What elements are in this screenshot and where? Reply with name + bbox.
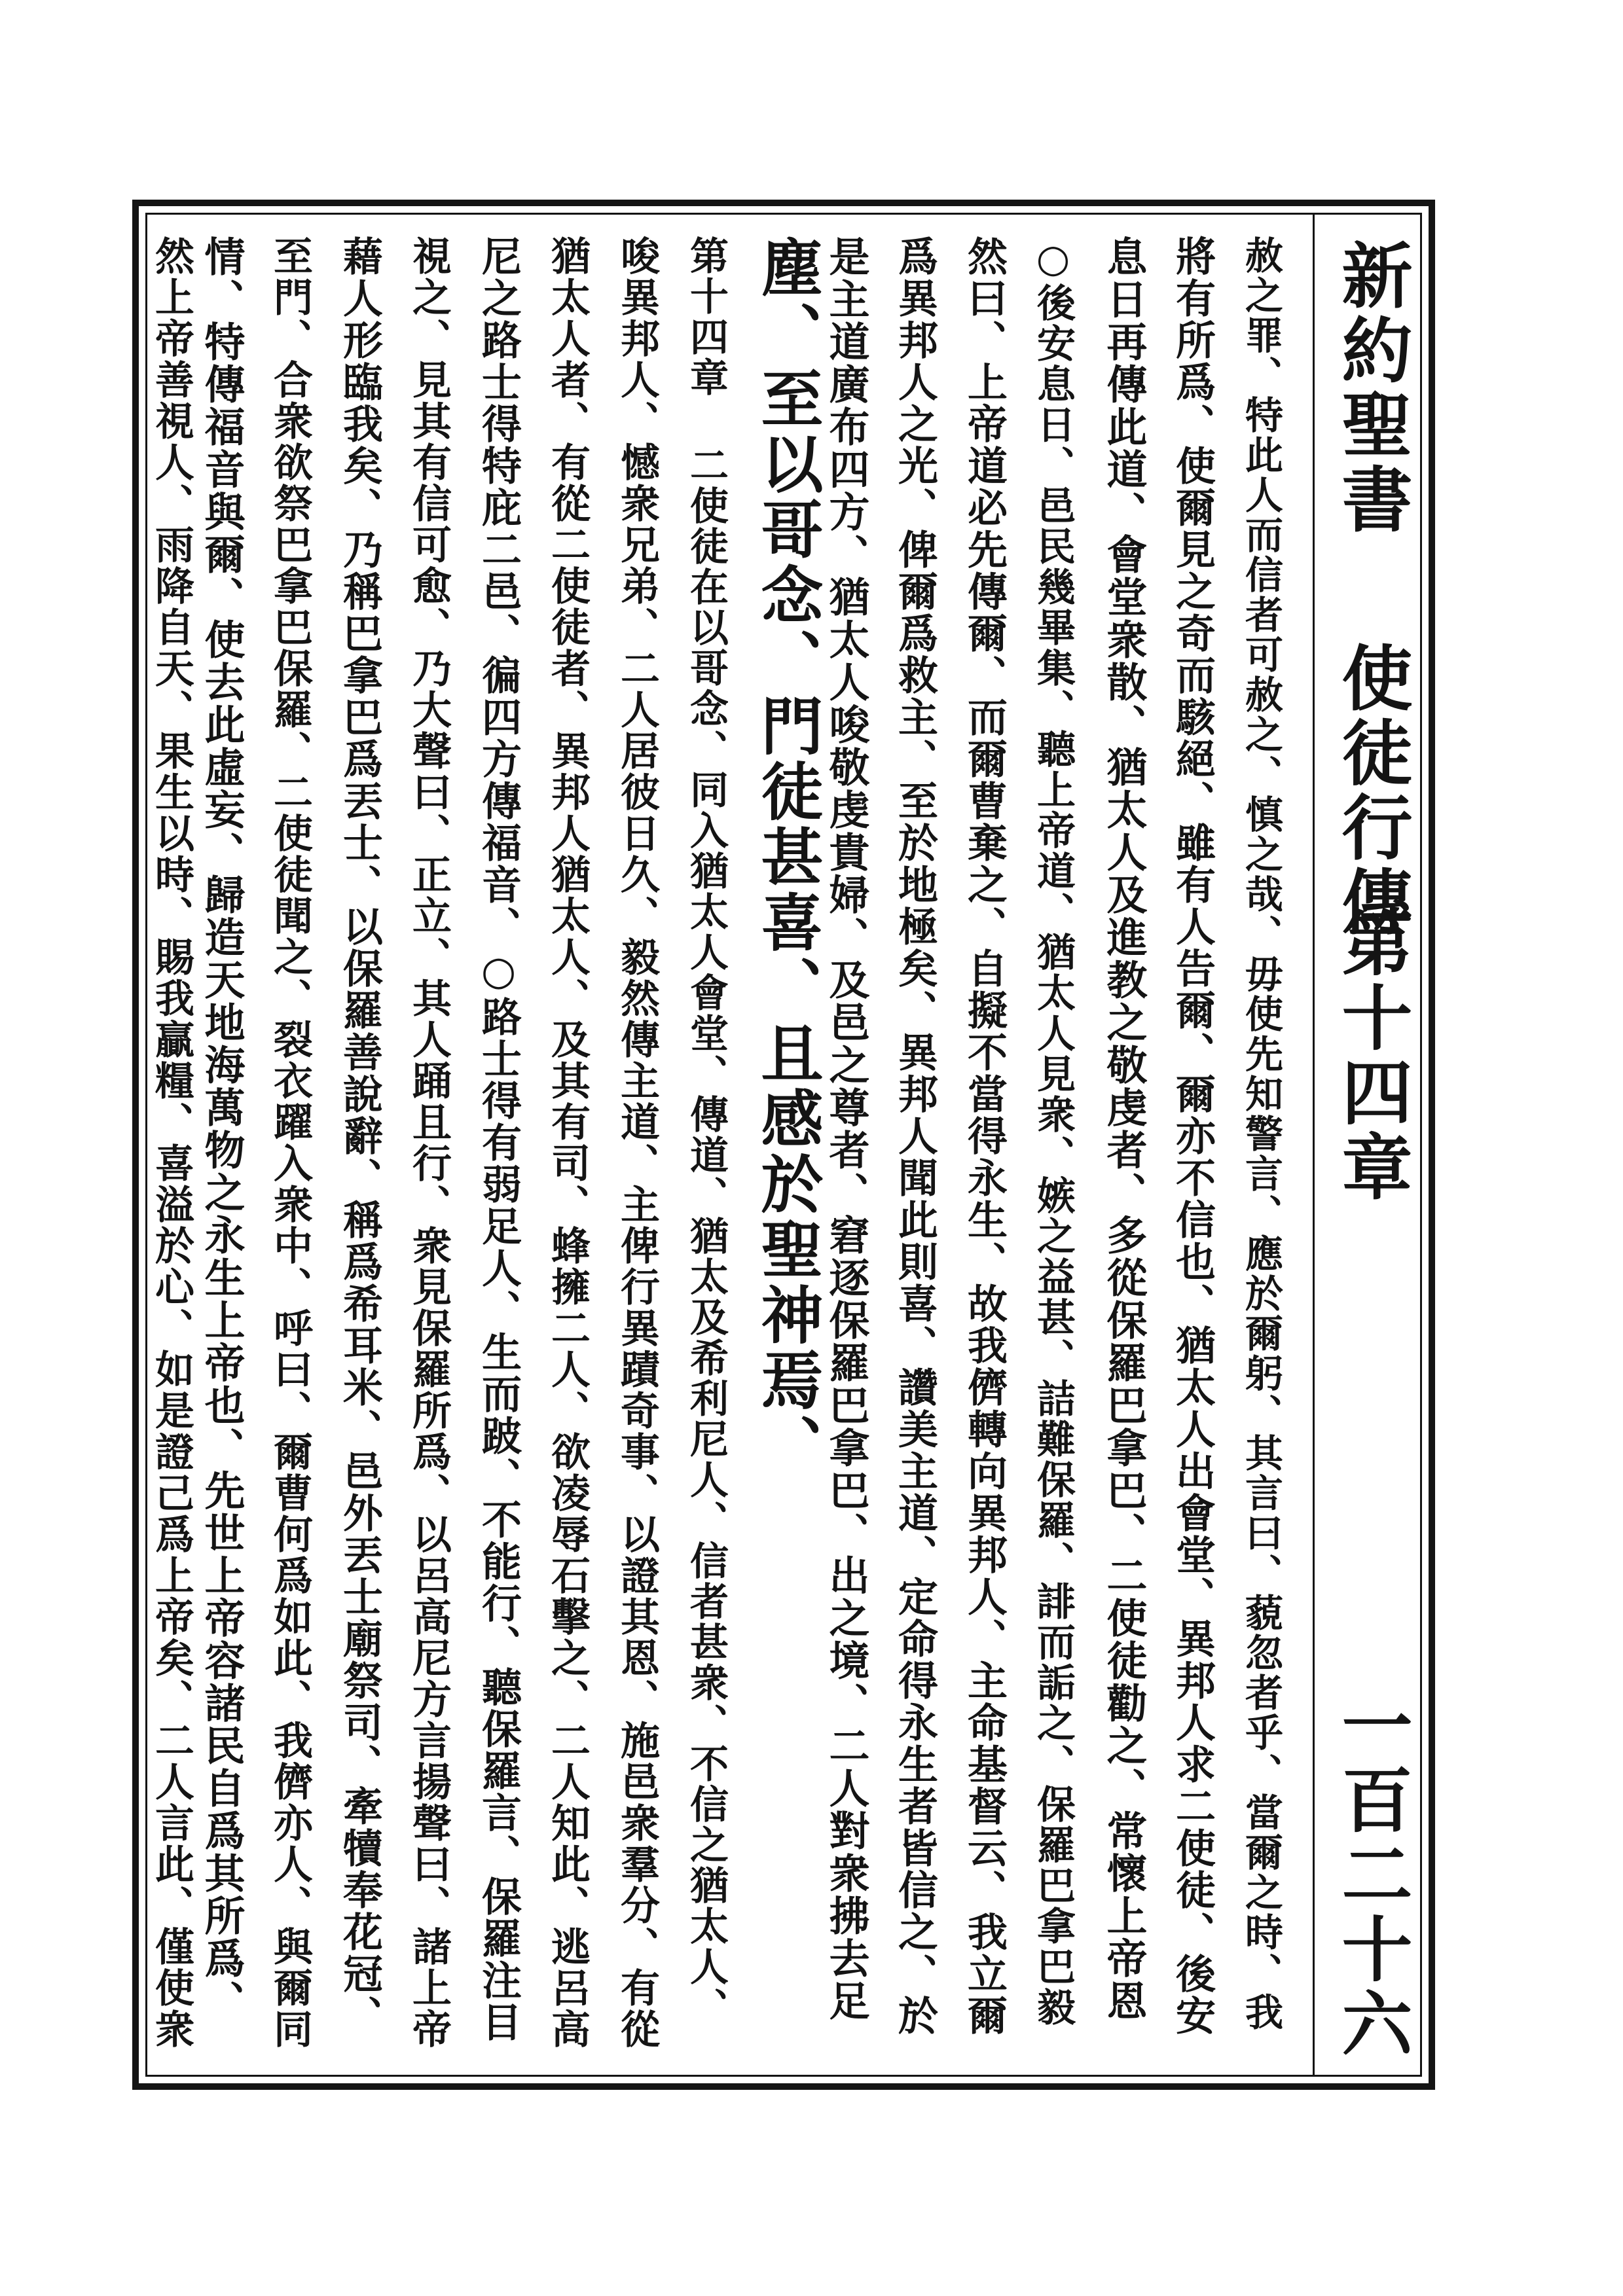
section-title: 使徒行傳	[1330, 641, 1412, 940]
text-column: 然上帝善視人、雨降自天、果生以時、賜我贏糧、喜溢於心、如是證己爲上帝矣、二人言此、僅使衆	[149, 236, 194, 2050]
book-title: 新約聖書	[1330, 239, 1412, 537]
text-column: 是主道廣布四方、猶太人唆敬虔貴婦、及邑之尊者、窘逐保羅巴拿巴、出之境、二人對衆拂去足	[822, 236, 870, 2022]
text-column: 然曰、上帝道必先傳爾、而爾曹棄之、自擬不當得永生、故我儕轉向異邦人、主命基督云、我立爾	[961, 236, 1008, 2037]
header-divider	[1313, 213, 1315, 2077]
chapter-heading: 第十四章	[1330, 906, 1412, 1205]
text-column: 塵、至以哥念、門徒甚喜、且感於聖神焉、	[751, 236, 824, 1479]
text-column: 視之、見其有信可愈、乃大聲曰、正立、其人踊且行、衆見保羅所爲、以呂高尼方言揚聲曰、諸上帝	[406, 236, 452, 2050]
text-column: 息日再傳此道、會堂衆散、猶太人及進教之敬虔者、多從保羅巴拿巴、二使徒勸之、常懷上帝恩	[1100, 236, 1148, 2022]
text-column: 唆異邦人、憾衆兄弟、二人居彼日久、毅然傳主道、主俾行異蹟奇事、以證其恩、施邑衆羣分、有從	[614, 236, 660, 2050]
text-column: 第十四章 二使徒在以哥念、同入猶太人會堂、傳道、猶太及希利尼人、信者甚衆、不信之猶太人、	[684, 236, 729, 2028]
page-number: 一百二十六	[1330, 1689, 1412, 2062]
text-column: 情、特傳福音與爾、使去此虛妄、歸造天地海萬物之永生上帝也、先世上帝容諸民自爲其所爲、	[198, 236, 246, 2022]
text-column: 赦之罪、特此人而信者可赦之、慎之哉、毋使先知警言、應於爾躬、其言曰、藐忽者乎、當爾之時、我	[1239, 236, 1283, 2032]
text-column: 爲異邦人之光、俾爾爲救主、至於地極矣、異邦人聞此則喜、讚美主道、定命得永生者皆信之、於	[892, 236, 938, 2037]
text-column: ○後安息日、邑民幾畢集、聽上帝道、猶太人見衆、嫉之益甚、詰難保羅、誹而詬之、保羅巴拿巴毅	[1030, 236, 1076, 2028]
text-column: 藉人形臨我矣、乃稱巴拿巴爲丟士、以保羅善說辭、稱爲希耳米、邑外丟士廟祭司、牽犢奉花冠、	[337, 236, 383, 2037]
text-column: 尼之路士得特庇二邑、徧四方傳福音、○路士得有弱足人、生而跛、不能行、聽保羅言、保羅注目	[475, 236, 522, 2043]
text-column: 將有所爲、使爾見之奇而駭絕、雖有人告爾、爾亦不信也、猶太人出會堂、異邦人求二使徒、後安	[1169, 236, 1216, 2037]
text-column: 至門、合衆欲祭巴拿巴保羅、二使徒聞之、裂衣躍入衆中、呼曰、爾曹何爲如此、我儕亦人、與爾同	[267, 236, 313, 2050]
text-column: 猶太人者、有從二使徒者、異邦人猶太人、及其有司、蜂擁二人、欲凌辱石擊之、二人知此、逃呂高	[545, 236, 591, 2050]
